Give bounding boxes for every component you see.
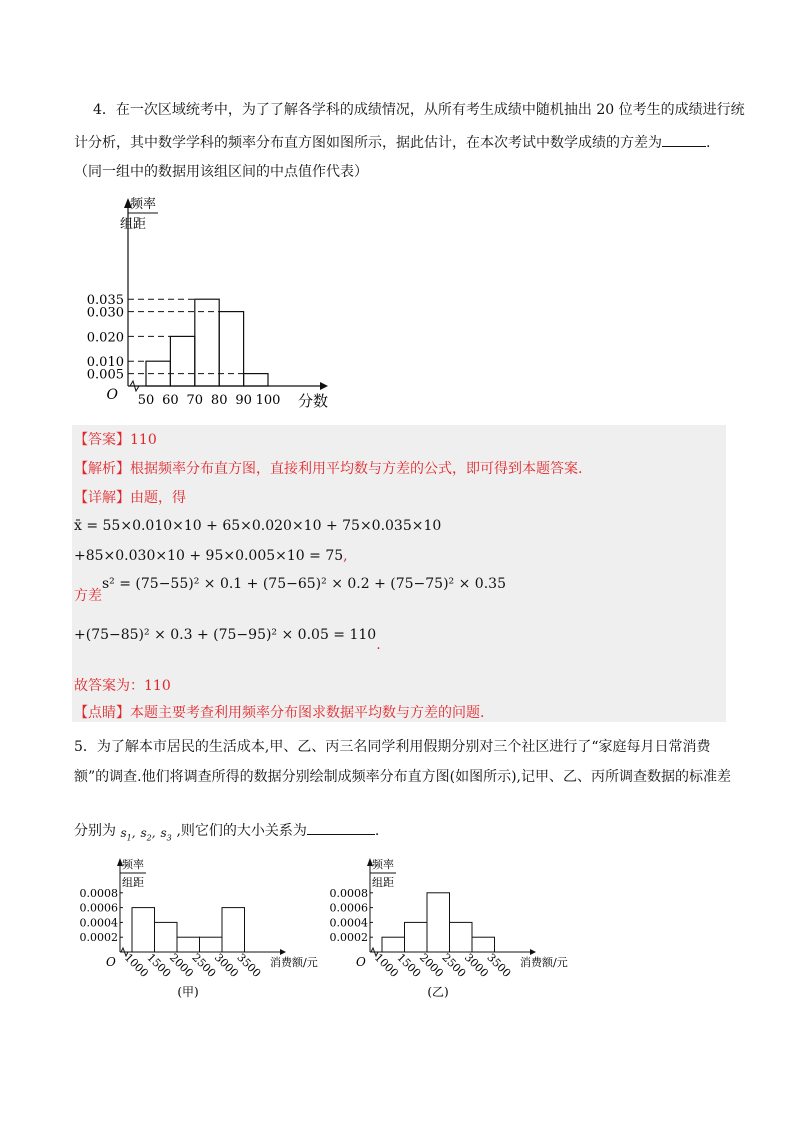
- y-label-bottom: 组距: [372, 876, 394, 889]
- q5-line1: 5．为了解本市居民的生活成本,甲、乙、丙三名同学利用假期分别对三个社区进行了“家庭每月日常消费: [74, 739, 711, 755]
- x-tick-label: 60: [162, 393, 179, 408]
- x-axis-label: 消费额/元: [270, 956, 318, 969]
- y-label-bottom: 组距: [120, 217, 147, 232]
- histogram-bar: [195, 299, 219, 386]
- x-tick-label: 2000: [166, 950, 196, 980]
- q5-line3-end: .: [374, 823, 380, 839]
- s3-symbol: $s_3$: [160, 826, 172, 843]
- y-tick-label: 0.0008: [329, 886, 368, 900]
- answer-label: 【答案】: [74, 432, 130, 448]
- comment-text: 本题主要考查利用频率分布图求数据平均数与方差的问题.: [130, 705, 485, 721]
- histogram-bar: [244, 374, 268, 386]
- histogram-bar: [200, 937, 223, 952]
- variance-formula-1: s² = (75−55)² × 0.1 + (75−65)² × 0.2 + (75−75)² × 0.35: [102, 576, 506, 592]
- q5-line2: 额”的调查.他们将调查所得的数据分别绘制成频率分布直方图(如图所示),记甲、乙、丙所调查数据的标准差: [74, 769, 731, 785]
- x-tick-label: 100: [255, 393, 281, 408]
- x-tick-label: 3000: [211, 950, 241, 980]
- y-tick-label: 0.0006: [79, 901, 118, 915]
- analysis-label: 【解析】: [74, 461, 130, 477]
- chart-caption: (甲): [177, 985, 199, 999]
- q5-line3-text: 分别为: [74, 823, 116, 839]
- x-axis-arrow: [320, 382, 328, 390]
- x-tick-label: 1500: [144, 950, 174, 980]
- x-tick-label: 3000: [461, 950, 491, 980]
- analysis-text: 根据频率分布直方图，直接利用平均数与方差的公式，即可得到本题答案.: [130, 461, 583, 477]
- y-tick-label: 0.0002: [329, 931, 368, 945]
- histogram-bar: [382, 937, 405, 952]
- y-tick-label: 0.005: [86, 367, 124, 383]
- mean-formula-1: x̄ = 55×0.010×10 + 65×0.020×10 + 75×0.035×10: [74, 518, 442, 534]
- origin-label: O: [106, 387, 118, 403]
- mean-formula-2: [74, 546, 348, 566]
- detail-line: [74, 488, 186, 508]
- origin-label: O: [356, 955, 366, 969]
- x-tick-label: 2000: [416, 950, 446, 980]
- x-axis-arrow: [280, 949, 286, 955]
- x-tick-label: 1000: [121, 950, 151, 980]
- comment-line: [74, 703, 484, 723]
- x-tick-label: 80: [210, 393, 228, 408]
- q4-line2-end: .: [706, 135, 711, 151]
- y-tick-label: 0.0004: [329, 916, 368, 930]
- y-tick-label: 0.0006: [329, 901, 368, 915]
- s1-symbol: $s_1$,: [120, 826, 136, 843]
- y-tick-label: 0.020: [86, 330, 124, 346]
- y-tick-label: 0.030: [86, 305, 124, 321]
- x-tick-label: 3500: [234, 950, 264, 980]
- q5-line3: [74, 820, 379, 841]
- origin-label: O: [106, 955, 116, 969]
- q4-line1: 4．在一次区域统考中，为了了解各学科的成绩情况，从所有考生成绩中随机抽出 20 位考生的成绩进行统: [93, 102, 745, 118]
- q5-line3-text-b: ,则它们的大小关系为: [176, 823, 307, 839]
- q4-line2: [74, 132, 710, 153]
- variance-label: 方差: [74, 588, 102, 604]
- comment-label: 【点睛】: [74, 705, 130, 721]
- x-tick-label: 1000: [371, 950, 401, 980]
- histogram-bar: [405, 922, 428, 952]
- histogram-bar: [450, 922, 473, 952]
- y-label-bottom: 组距: [122, 876, 144, 889]
- x-axis-arrow: [530, 949, 536, 955]
- answer-line: [74, 430, 157, 450]
- y-tick-label: 0.0002: [79, 931, 118, 945]
- y-label-top: 频率: [122, 858, 144, 871]
- variance-formula-2-tail: .: [376, 637, 381, 653]
- q4-line3: （同一组中的数据用该组区间的中点值作代表）: [74, 164, 368, 180]
- histogram-bar: [222, 908, 245, 952]
- q5-answer-blank: [307, 820, 375, 835]
- histogram-bar: [427, 893, 450, 952]
- x-tick-label: 2500: [189, 950, 219, 980]
- histogram-bar: [132, 908, 155, 952]
- x-tick-label: 1500: [394, 950, 424, 980]
- x-tick-label: 70: [186, 393, 204, 408]
- histogram-bar: [219, 312, 243, 386]
- histogram-bar: [170, 336, 194, 386]
- detail-label: 【详解】: [74, 490, 130, 506]
- x-axis-label: 分数: [298, 392, 329, 410]
- histogram-bar: [177, 937, 200, 952]
- mean-formula-2-tail: ,: [343, 548, 348, 564]
- x-axis-label: 消费额/元: [520, 956, 568, 969]
- detail-text: 由题，得: [130, 490, 186, 506]
- y-tick-label: 0.035: [86, 293, 124, 309]
- y-tick-label: 0.0004: [79, 916, 118, 930]
- variance-formula-2-text: +(75−85)² × 0.3 + (75−95)² × 0.05 = 110: [74, 627, 377, 643]
- conclusion-line: 故答案为：110: [74, 678, 171, 694]
- x-tick-label: 2500: [439, 950, 469, 980]
- mean-formula-2-text: +85×0.030×10 + 95×0.005×10 = 75: [74, 548, 344, 564]
- s2-symbol: $s_2$,: [140, 826, 156, 843]
- variance-formula-2: [74, 625, 381, 653]
- y-tick-label: 0.010: [86, 355, 124, 371]
- chart-caption: (乙): [427, 985, 449, 999]
- y-tick-label: 0.0008: [79, 886, 118, 900]
- answer-value: 110: [130, 432, 157, 448]
- analysis-line: [74, 459, 582, 479]
- q4-answer-blank: [662, 132, 706, 147]
- histogram-yi: [320, 852, 590, 1002]
- q4-line2-text: 计分析，其中数学学科的频率分布直方图如图所示，据此估计，在本次考试中数学成绩的方差为: [74, 135, 662, 151]
- histogram-jia: [70, 852, 340, 1002]
- y-label-top: 频率: [372, 858, 394, 871]
- x-tick-label: 50: [137, 393, 155, 408]
- histogram-bar: [472, 937, 495, 952]
- histogram-bar: [155, 922, 178, 952]
- y-label-top: 频率: [130, 197, 157, 212]
- x-tick-label: 3500: [484, 950, 514, 980]
- score-histogram: [70, 190, 350, 415]
- x-tick-label: 90: [235, 393, 252, 408]
